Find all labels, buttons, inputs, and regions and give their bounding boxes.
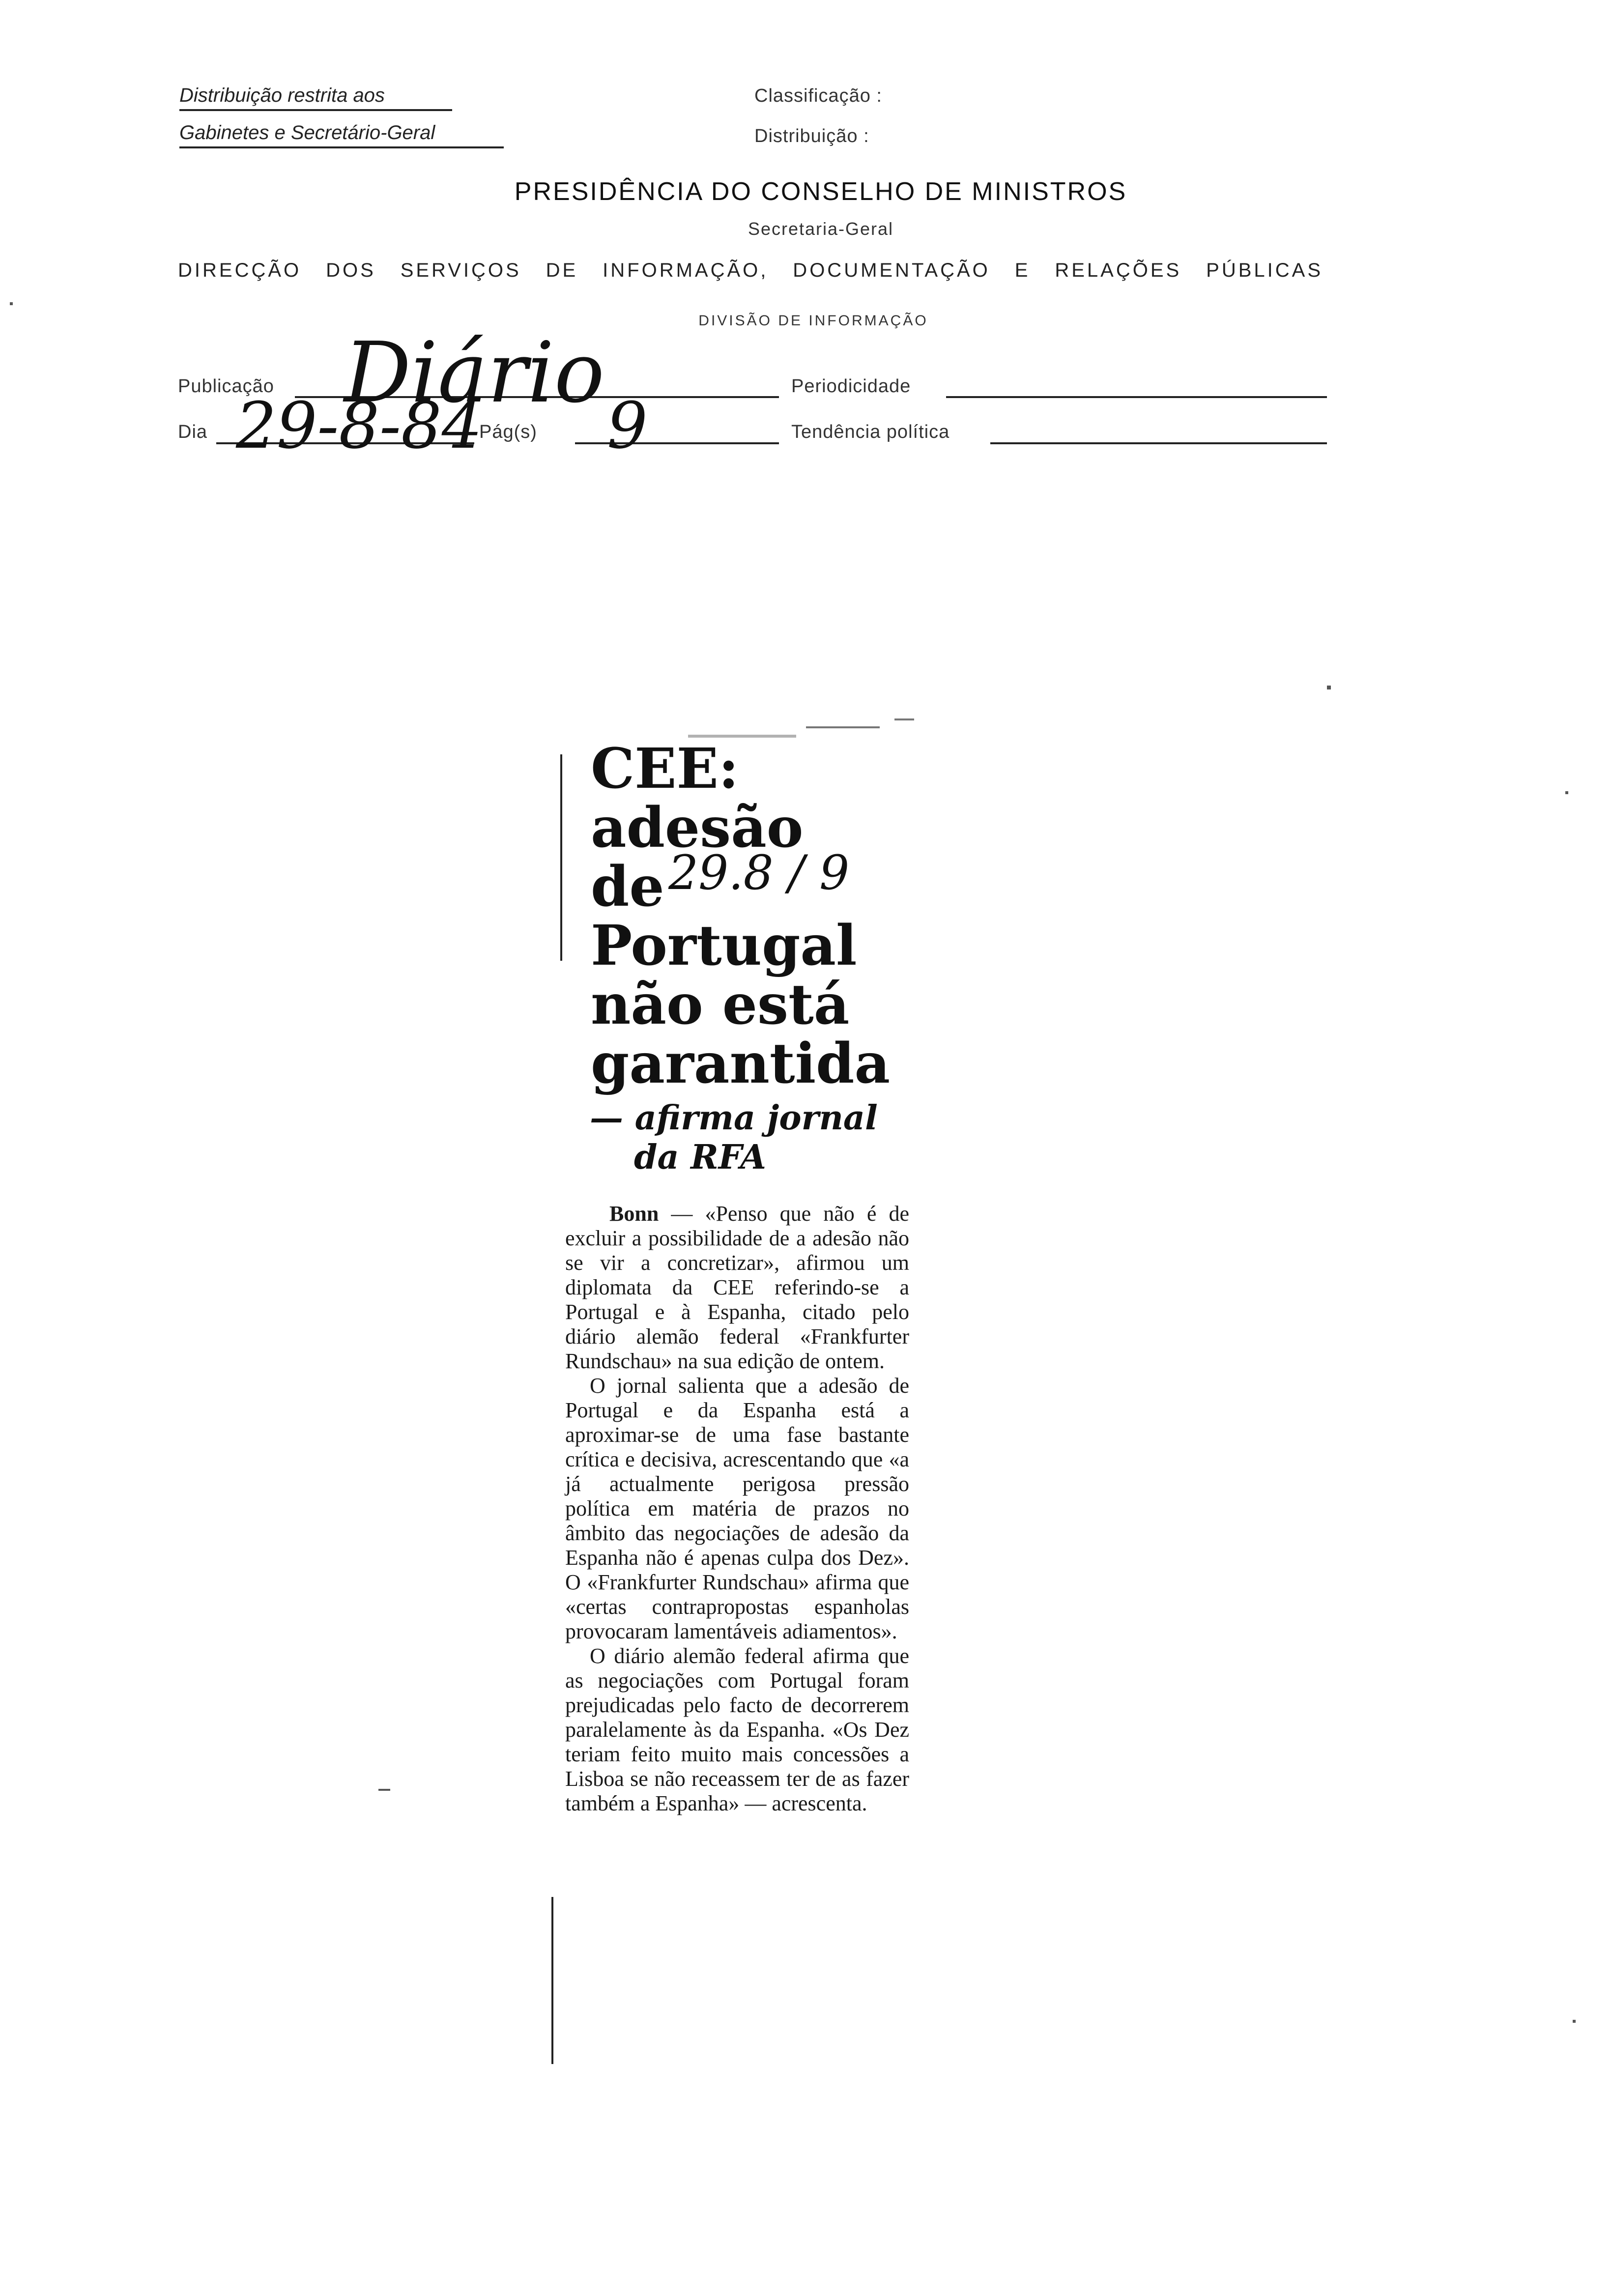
publicacao-label: Publicação (178, 376, 274, 397)
headline-line-6: garantida (591, 1032, 891, 1096)
headline-line-1: CEE: (591, 737, 739, 801)
division-title: DIVISÃO DE INFORMAÇÃO (698, 313, 928, 329)
classificacao-label: Classificação : (754, 86, 882, 106)
scan-speck (1327, 686, 1331, 689)
periodicidade-label: Periodicidade (791, 376, 911, 397)
clipping-edge-mark (806, 726, 880, 728)
headline-line-5: não está (591, 973, 850, 1037)
scan-speck (10, 302, 13, 305)
scan-speck (378, 1789, 390, 1791)
subheadline-line-1: — afirma jornal (590, 1098, 878, 1138)
restriction-underline-1 (179, 109, 452, 111)
article-subheadline (590, 1098, 878, 1177)
tendencia-line (990, 442, 1327, 444)
article-paragraph-1 (565, 1202, 909, 1374)
handwritten-annotation: 29.8 / 9 (668, 845, 850, 900)
clipping-edge-mark (894, 718, 914, 720)
scan-speck (1573, 2020, 1576, 2023)
scan-speck (1565, 791, 1568, 794)
clipping-left-rule-top (560, 754, 562, 961)
article-paragraph-3: O diário alemão federal afirma que as negociações com Portugal foram prejudicadas pelo facto de decorrerem paralelamente às da Espanha. «Os Dez teriam feito muito mais concessões a Lisboa se não receassem ter de as fazer também a Espanha» — acrescenta. (565, 1644, 909, 1815)
headline-line-4: Portugal (591, 914, 857, 978)
article-paragraph-1-text: — «Penso que não é de excluir a possibilidade de a adesão não se vir a concretizar», afirmou um diplomata da CEE referindo-se a Portugal e à Espanha, citado pelo diário alemão federal «Frankfurter Rundschau» na sua edição de ontem. (565, 1202, 909, 1373)
article-paragraph-2: O jornal salienta que a adesão de Portugal e da Espanha está a aproximar-se de uma fase bastante crítica e decisiva, acrescentando que «a já actualmente perigosa pressão política em matéria de prazos no âmbito das negociações de adesão da Espanha não é apenas culpa dos Dez». O «Frankfurter Rundschau» afirma que «certas contrapropostas espanholas provocaram lamentáveis adiamentos». (565, 1374, 909, 1643)
publicacao-handwritten: Diário (344, 324, 605, 422)
tendencia-label: Tendência política (791, 422, 950, 442)
headline-line-2: adesão (591, 796, 804, 860)
subheadline-line-2: da RFA (634, 1138, 766, 1177)
organization-title: PRESIDÊNCIA DO CONSELHO DE MINISTROS (514, 177, 1127, 206)
restriction-underline-2 (179, 146, 504, 148)
restriction-notice-line2: Gabinetes e Secretário-Geral (179, 122, 435, 144)
distribuicao-label: Distribuição : (754, 126, 869, 146)
pags-handwritten: 9 (607, 388, 648, 463)
article-headline (591, 737, 891, 1096)
dia-handwritten: 29-8-84 (236, 388, 483, 463)
dia-label: Dia (178, 422, 208, 442)
restriction-notice-line1: Distribuição restrita aos (179, 85, 385, 106)
headline-line-3: de (591, 855, 664, 919)
periodicidade-line (946, 396, 1327, 398)
clipping-left-rule-bottom (551, 1897, 553, 2064)
article-body (565, 1202, 909, 1816)
pags-label: Pág(s) (479, 422, 537, 442)
directorate-title: DIRECÇÃO DOS SERVIÇOS DE INFORMAÇÃO, DOCUMENTAÇÃO E RELAÇÕES PÚBLICAS (178, 259, 1323, 281)
article-dateline: Bonn (609, 1202, 659, 1226)
pags-line (575, 442, 779, 444)
secretariat-title: Secretaria-Geral (748, 219, 894, 239)
